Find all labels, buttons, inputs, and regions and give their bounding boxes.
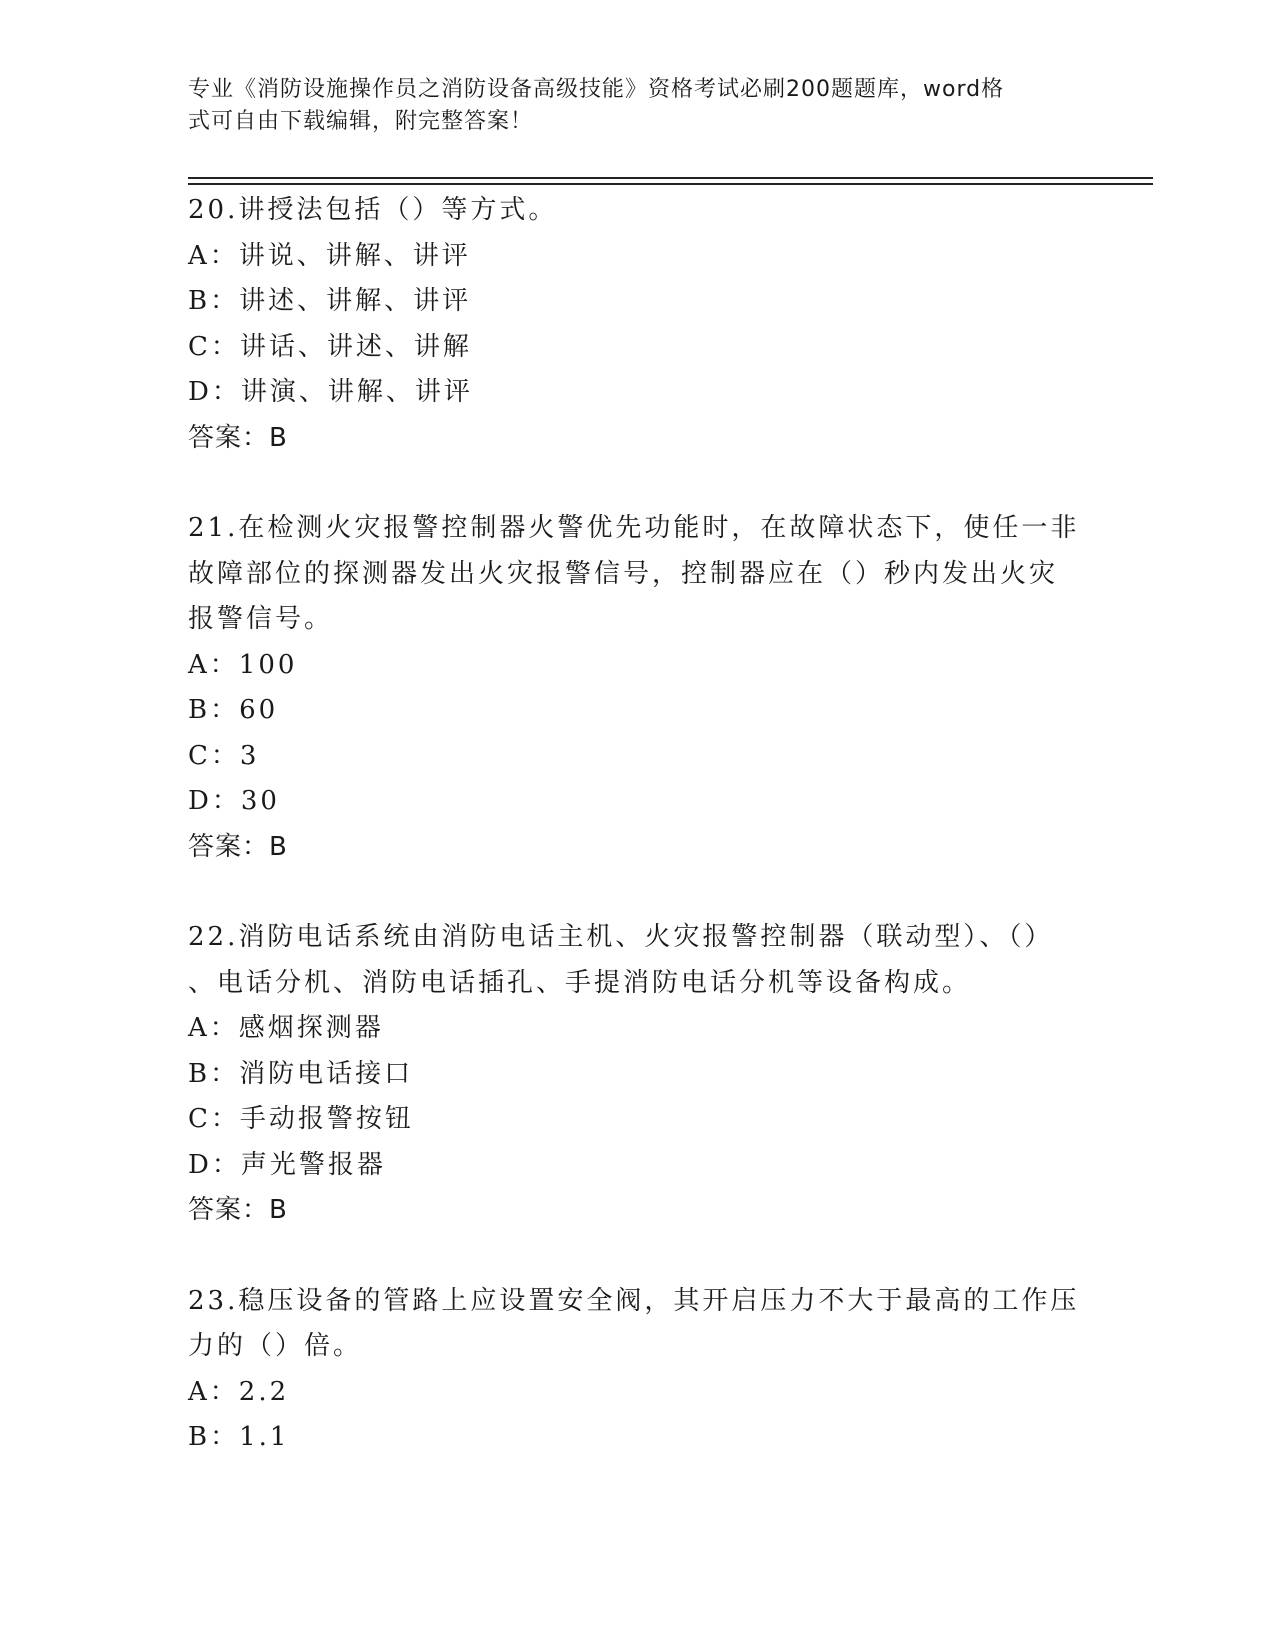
option-b: B：消防电话接口 [188, 1058, 414, 1089]
question-22 [188, 915, 1088, 1234]
answer-line [188, 1188, 1088, 1234]
document-header [188, 74, 1068, 138]
option-b: B：60 [188, 695, 279, 725]
answer-label: 答案： [188, 831, 270, 862]
answer-value: B [269, 422, 288, 453]
question-text: 力的（）倍。 [188, 1331, 363, 1361]
option-c: C：讲话、讲述、讲解 [188, 331, 472, 362]
option-c: C：手动报警按钮 [188, 1104, 414, 1134]
question-20 [188, 188, 1088, 461]
question-text: 22.消防电话系统由消防电话主机、火灾报警控制器（联动型）、（） [188, 922, 1054, 952]
option-d: D：30 [188, 786, 280, 816]
header-divider [188, 183, 1153, 185]
question-text: 报警信号。 [188, 604, 334, 634]
question-text: 21.在检测火灾报警控制器火警优先功能时，在故障状态下，使任一非 [188, 513, 1080, 543]
option-b: B：1.1 [188, 1422, 290, 1452]
question-text: 23.稳压设备的管路上应设置安全阀，其开启压力不大于最高的工作压 [188, 1285, 1080, 1316]
option-a: A：感烟探测器 [188, 1013, 384, 1043]
option-a: A：讲说、讲解、讲评 [188, 240, 471, 271]
answer-line [188, 416, 1088, 462]
header-divider [188, 177, 1153, 179]
header-line: 式可自由下载编辑，附完整答案！ [188, 109, 534, 134]
question-list [188, 188, 1088, 1461]
option-d: D：讲演、讲解、讲评 [188, 377, 473, 407]
answer-label: 答案： [188, 422, 270, 453]
answer-label: 答案： [188, 1195, 270, 1225]
answer-value: B [269, 1195, 288, 1225]
option-a: A：2.2 [188, 1376, 290, 1407]
answer-value: B [269, 831, 288, 862]
question-text: 故障部位的探测器发出火灾报警信号，控制器应在（）秒内发出火灾 [188, 558, 1059, 589]
question-21 [188, 506, 1088, 870]
option-c: C：3 [188, 740, 260, 771]
answer-line [188, 825, 1088, 871]
option-a: A：100 [188, 649, 298, 680]
header-line: 专业《消防设施操作员之消防设备高级技能》资格考试必刷200题题库，word格 [188, 77, 1005, 102]
option-d: D：声光警报器 [188, 1149, 386, 1180]
question-text: 、电话分机、消防电话插孔、手提消防电话分机等设备构成。 [188, 967, 972, 998]
question-text: 20.讲授法包括（）等方式。 [188, 195, 558, 225]
option-b: B：讲述、讲解、讲评 [188, 286, 472, 316]
question-23 [188, 1279, 1088, 1461]
